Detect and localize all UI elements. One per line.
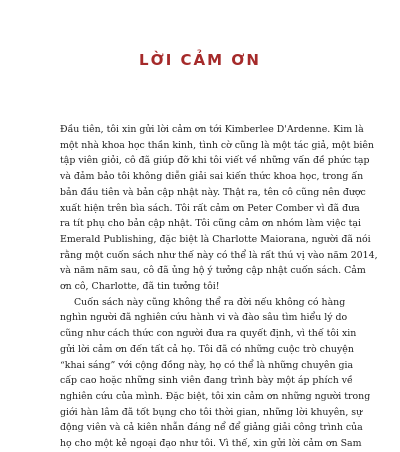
text-line: và đảm bảo tôi không diễn giải sai kiến thức khoa học, trong ấn	[60, 171, 364, 183]
text-line: Cuốn sách này cũng không thể ra đời nếu không có hàng	[74, 296, 346, 308]
text-line: nghiên cứu của mình. Đặc biệt, tôi xin cảm ơn những người trong	[60, 390, 371, 402]
text-line: và năm năm sau, cô đã ủng hộ ý tưởng cập nhật cuốn sách. Cảm	[60, 265, 366, 277]
acknowledgements-body	[60, 122, 378, 452]
text-line: họ cho một kẻ ngoại đạo như tôi. Vì thế, xin gửi lời cảm ơn Sam	[60, 438, 362, 450]
text-line: cũng như cách thức con người đưa ra quyết định, vì thế tôi xin	[60, 328, 357, 340]
text-line: rằng một cuốn sách như thế này có thể là rất thú vị vào năm 2014,	[60, 249, 378, 261]
paragraph-2	[60, 295, 371, 452]
text-line: động viên và cả kiên nhẫn đáng nể để giảng giải công trình của	[60, 422, 363, 434]
text-line: nghìn người đã nghiên cứu hành vi và đào sâu tìm hiểu lý do	[60, 312, 348, 324]
text-line: gửi lời cảm ơn đến tất cả họ. Tôi đã có những cuộc trò chuyện	[60, 343, 354, 355]
text-line: một nhà khoa học thần kinh, tình cờ cũng là một tác giả, một biên	[60, 139, 374, 151]
text-line: Emerald Publishing, đặc biệt là Charlotte Maiorana, người đã nói	[60, 233, 371, 245]
text-line: bản đầu tiên và bản cập nhật này. Thật ra, tên cô cũng nên được	[60, 186, 366, 198]
text-line: ơn cô, Charlotte, đã tin tưởng tôi!	[60, 281, 220, 293]
text-line: Đầu tiên, tôi xin gửi lời cảm ơn tới Kimberlee D'Ardenne. Kim là	[60, 124, 364, 135]
text-line: “khai sáng” với cộng đồng này, họ có thể là những chuyên gia	[60, 359, 354, 371]
text-line: ra tít phụ cho bản cập nhật. Tôi cũng cảm ơn nhóm làm việc tại	[60, 218, 362, 230]
text-line: cấp cao hoặc những sinh viên đang trình bày một áp phích về	[60, 375, 353, 387]
text-line: giới hàn lâm đã tốt bụng cho tôi thời gian, những lời khuyên, sự	[60, 406, 363, 418]
text-line: xuất hiện trên bìa sách. Tôi rất cảm ơn Peter Comber vì đã đưa	[60, 202, 360, 214]
text-line: tập viên giỏi, cô đã giúp đỡ khi tôi viết về những vấn đề phức tạp	[60, 155, 370, 167]
paragraph-1	[60, 122, 378, 295]
page-title: LỜI CẢM ƠN	[139, 51, 261, 69]
